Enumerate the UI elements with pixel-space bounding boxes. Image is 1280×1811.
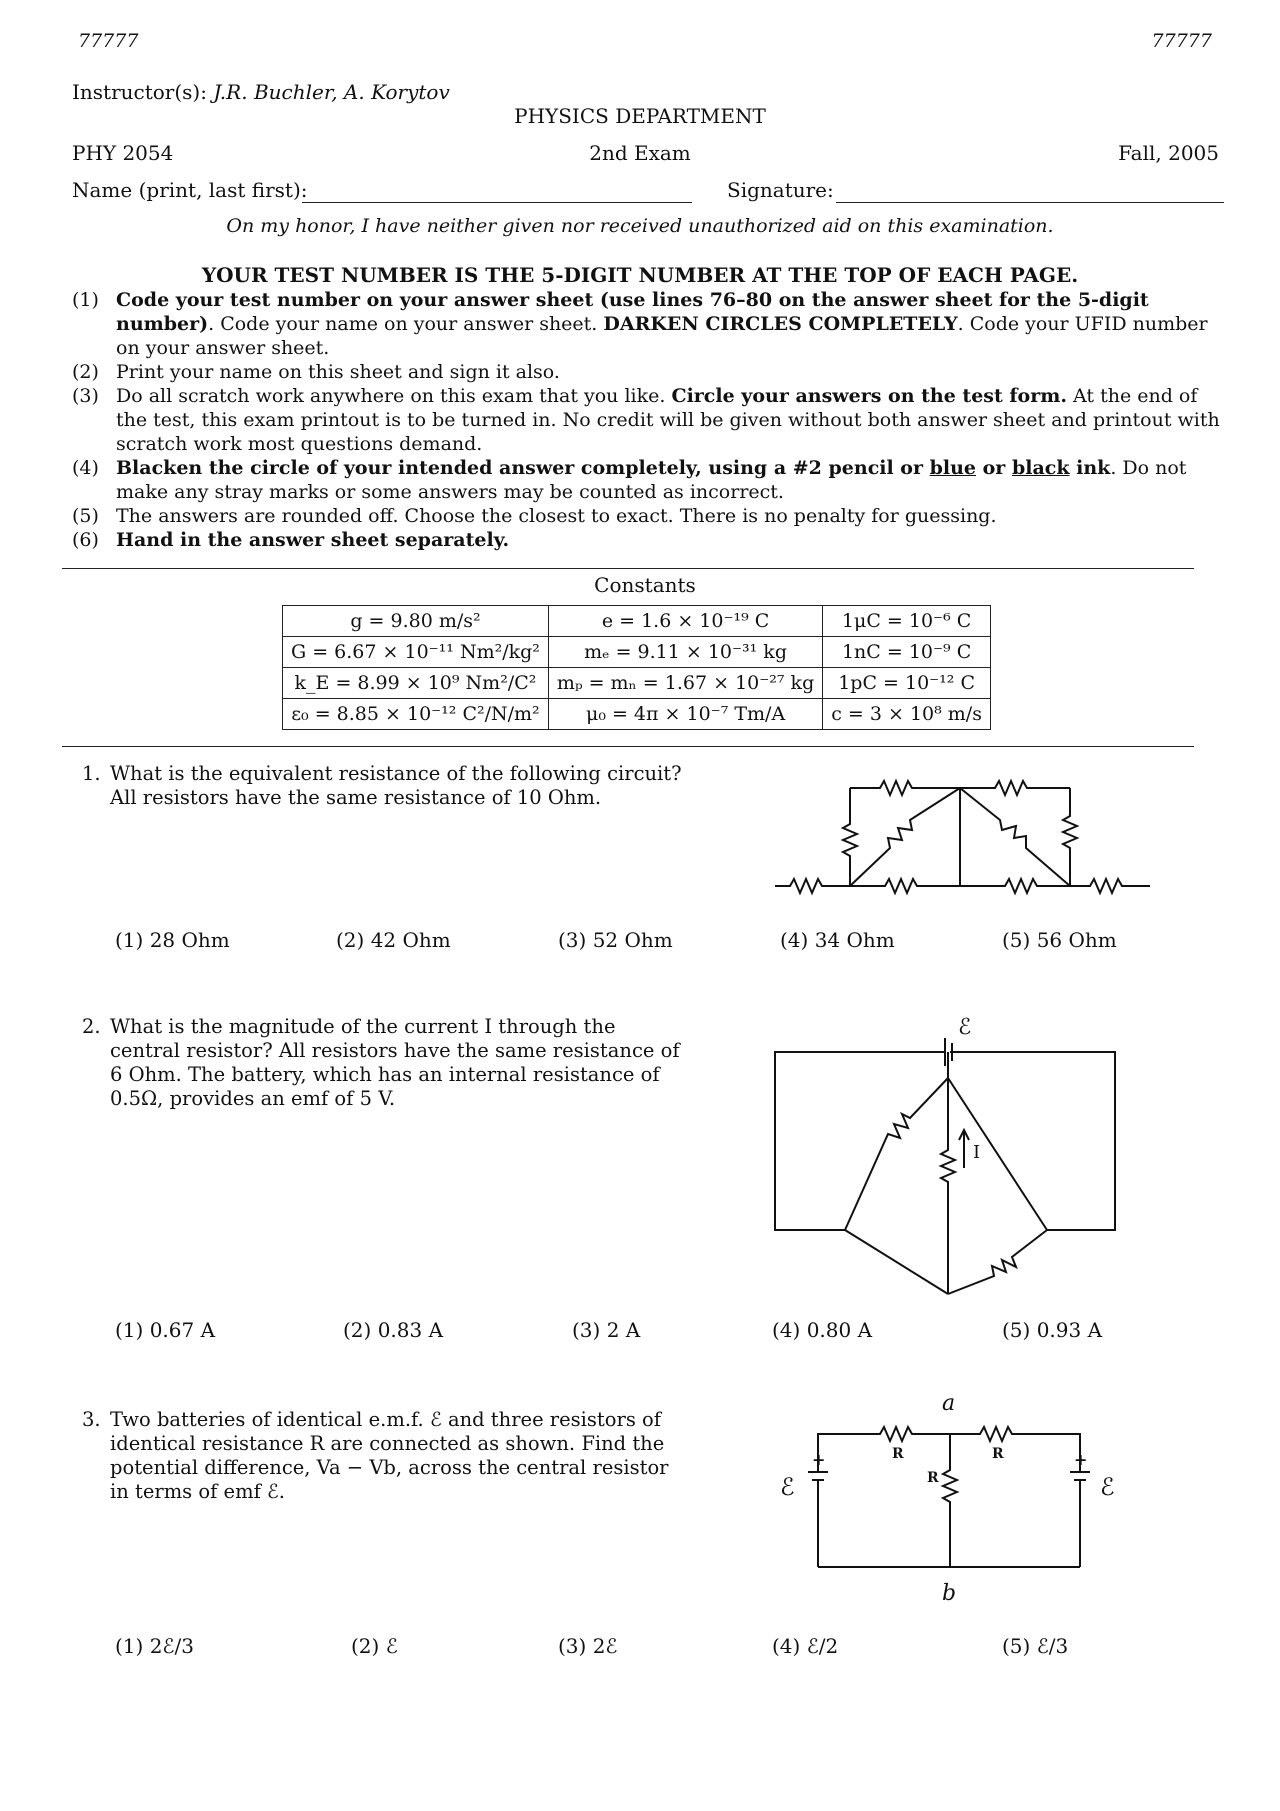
answer-choice[interactable]: (4) 34 Ohm xyxy=(780,928,895,952)
constants-table xyxy=(282,605,991,730)
answer-choice[interactable]: (5) 56 Ohm xyxy=(1002,928,1117,952)
answer-choice[interactable]: (2) ℰ xyxy=(351,1634,398,1658)
signature-label: Signature: xyxy=(727,178,834,202)
term: Fall, 2005 xyxy=(1118,141,1219,165)
table-cell: c = 3 × 10⁸ m/s xyxy=(823,699,991,730)
instruction-item: (5) The answers are rounded off. Choose the closest to exact. There is no penalty for guessing. xyxy=(72,505,997,527)
question-1: 1. What is the equivalent resistance of the following circuit? All resistors have the same resistance of 10 Ohm. xyxy=(82,762,682,809)
table-cell: mₚ = mₙ = 1.67 × 10⁻²⁷ kg xyxy=(548,668,822,699)
table-cell: μ₀ = 4π × 10⁻⁷ Tm/A xyxy=(548,699,822,730)
table-cell: k_E = 8.99 × 10⁹ Nm²/C² xyxy=(283,668,549,699)
instruction-item: (6) Hand in the answer sheet separately. xyxy=(72,529,510,551)
divider-top xyxy=(62,568,1194,569)
answer-choice[interactable]: (4) ℰ/2 xyxy=(772,1634,839,1658)
answer-choice[interactable]: (1) 2ℰ/3 xyxy=(115,1634,194,1658)
table-cell: 1pC = 10⁻¹² C xyxy=(823,668,991,699)
table-row xyxy=(283,637,991,668)
table-cell: 1μC = 10⁻⁶ C xyxy=(823,606,991,637)
answer-choice[interactable]: (1) 0.67 A xyxy=(115,1318,216,1342)
course: PHY 2054 xyxy=(72,141,174,165)
signature-field[interactable] xyxy=(836,180,1224,203)
answer-choice[interactable]: (2) 42 Ohm xyxy=(336,928,451,952)
instruction-item: (3) Do all scratch work anywhere on this exam that you like. Circle your answers on the test form. At the end of the test, this exam printout is to be turned in. No credit will be given without both answer sheet and printout with scratch work most questions demand. xyxy=(72,385,1220,455)
instructors-names: J.R. Buchler, A. Korytov xyxy=(213,80,450,104)
node-a-label: a xyxy=(942,1392,956,1416)
honor-statement: On my honor, I have neither given nor received unauthorized aid on this examination. xyxy=(226,215,1054,237)
instructions-list xyxy=(72,288,1224,552)
emf-label: ℰ xyxy=(958,1015,972,1040)
table-cell: G = 6.67 × 10⁻¹¹ Nm²/kg² xyxy=(283,637,549,668)
answer-choice[interactable]: (5) 0.93 A xyxy=(1002,1318,1103,1342)
instruction-item: (1) Code your test number on your answer sheet (use lines 76–80 on the answer sheet for the 5-digit number). Code your name on your answer sheet. DARKEN CIRCLES COMPLETELY. Code your UFID number on your answer sheet. xyxy=(72,289,1208,359)
answer-choice[interactable]: (4) 0.80 A xyxy=(772,1318,873,1342)
node-b-label: b xyxy=(942,1581,957,1606)
plus-sign: + xyxy=(1074,1450,1088,1469)
answer-choice[interactable]: (3) 2 A xyxy=(572,1318,641,1342)
emf-label: ℰ xyxy=(1100,1473,1115,1501)
test-number-right: 77777 xyxy=(1151,30,1212,52)
instructors-label: Instructor(s): xyxy=(72,80,207,104)
plus-sign: + xyxy=(812,1450,826,1469)
question-text: What is the magnitude of the current I through the central resistor? All resistors have the same resistance of 6 Ohm. The battery, which has an internal resistance of 0.5Ω, provides an emf of 5 V. xyxy=(110,1015,680,1110)
name-field-label: Name (print, last first): xyxy=(72,178,308,202)
answer-choice[interactable]: (1) 28 Ohm xyxy=(115,928,230,952)
instruction-item: (2) Print your name on this sheet and sign it also. xyxy=(72,361,560,383)
instruction-item: (4) Blacken the circle of your intended answer completely, using a #2 pencil or blue or black ink. Do not make any stray marks or some answers may be counted as incorrect. xyxy=(72,457,1187,503)
resistor-label: R xyxy=(992,1446,1004,1462)
answer-choice[interactable]: (5) ℰ/3 xyxy=(1002,1634,1069,1658)
question-3: 3. Two batteries of identical e.m.f. ℰ and three resistors of identical resistance R are connected as shown. Find the potential difference, Va − Vb, across the central resistor in terms of emf ℰ. xyxy=(82,1408,669,1503)
circuit-diagram-2 xyxy=(770,1010,1120,1300)
department: PHYSICS DEPARTMENT xyxy=(514,104,766,128)
table-row xyxy=(283,606,991,637)
table-row xyxy=(283,699,991,730)
question-2: 2. What is the magnitude of the current I through the central resistor? All resistors have the same resistance of 6 Ohm. The battery, which has an internal resistance of 0.5Ω, provides an emf of 5 V. xyxy=(82,1015,680,1110)
instructors xyxy=(72,80,450,104)
answer-choice[interactable]: (3) 52 Ohm xyxy=(558,928,673,952)
resistor-label: R xyxy=(927,1470,939,1486)
question-text: What is the equivalent resistance of the following circuit? All resistors have the same resistance of 10 Ohm. xyxy=(110,762,682,809)
table-cell: g = 9.80 m/s² xyxy=(283,606,549,637)
exam-title: 2nd Exam xyxy=(589,141,691,165)
circuit-diagram-1 xyxy=(770,766,1160,896)
name-field[interactable] xyxy=(302,180,692,203)
circuit-diagram-3 xyxy=(770,1392,1130,1622)
table-cell: 1nC = 10⁻⁹ C xyxy=(823,637,991,668)
current-label: I xyxy=(973,1142,981,1163)
answer-choice[interactable]: (3) 2ℰ xyxy=(558,1634,618,1658)
table-cell: ε₀ = 8.85 × 10⁻¹² C²/N/m² xyxy=(283,699,549,730)
answer-choice[interactable]: (2) 0.83 A xyxy=(343,1318,444,1342)
table-cell: mₑ = 9.11 × 10⁻³¹ kg xyxy=(548,637,822,668)
test-number-left: 77777 xyxy=(78,30,139,52)
question-text: Two batteries of identical e.m.f. ℰ and three resistors of identical resistance R are connected as shown. Find the potential difference, Va − Vb, across the central resistor in terms of emf ℰ. xyxy=(110,1408,669,1503)
table-row xyxy=(283,668,991,699)
table-cell: e = 1.6 × 10⁻¹⁹ C xyxy=(548,606,822,637)
instructions-heading: YOUR TEST NUMBER IS THE 5-DIGIT NUMBER AT THE TOP OF EACH PAGE. xyxy=(201,263,1079,287)
divider-bottom xyxy=(62,746,1194,747)
resistor-label: R xyxy=(892,1446,904,1462)
constants-title: Constants xyxy=(594,573,696,597)
emf-label: ℰ xyxy=(780,1473,795,1501)
